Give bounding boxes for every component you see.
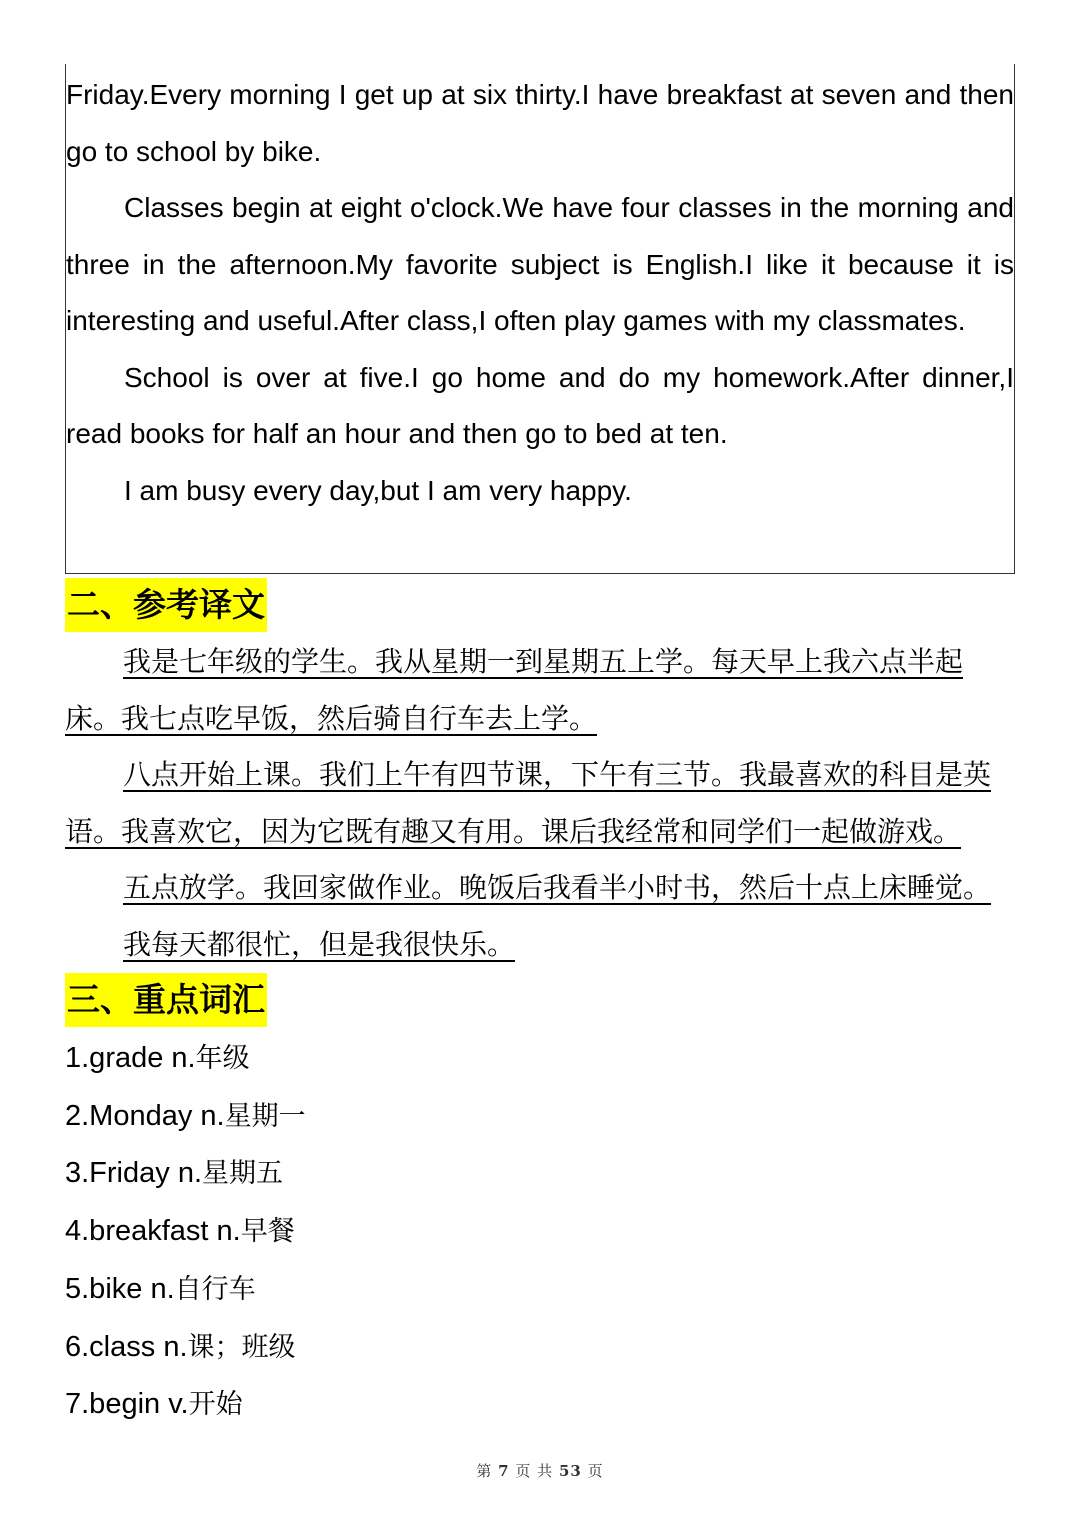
- vocab-item: 7.begin v.开始: [65, 1388, 243, 1421]
- vocab-item: 6.class n.课；班级: [65, 1330, 296, 1363]
- passage-paragraph-3: School is over at five.I go home and do my homework.After dinner,I read books for half an hour and then go to bed at ten.: [66, 361, 1014, 449]
- vocabulary-list: [65, 1030, 306, 1434]
- vocab-item: 5.bike n.自行车: [65, 1272, 256, 1305]
- translation-paragraph-3: 五点放学。我回家做作业。晚饭后我看半小时书，然后十点上床睡觉。: [123, 871, 992, 904]
- chinese-translation: [65, 634, 1015, 973]
- section-heading-translation: 二、参考译文: [65, 578, 267, 632]
- passage-paragraph-4: I am busy every day,but I am very happy.: [124, 474, 632, 506]
- section-heading-vocabulary: 三、重点词汇: [65, 973, 267, 1027]
- translation-paragraph-1: 我是七年级的学生。我从星期一到星期五上学。每天早上我六点半起床。我七点吃早饭，然后骑自行车去上学。: [65, 645, 964, 735]
- current-page-number: 7: [498, 1462, 510, 1480]
- passage-paragraph-2: Classes begin at eight o'clock.We have four classes in the morning and three in the afternoon.My favorite subject is English.I like it because it is interesting and useful.After class,I often play games with my classmates.: [66, 192, 1014, 336]
- translation-paragraph-4: 我每天都很忙，但是我很快乐。: [123, 927, 516, 961]
- english-passage: [66, 64, 1014, 519]
- vocab-item: 3.Friday n.星期五: [65, 1157, 283, 1190]
- footer-suffix: 页: [587, 1462, 604, 1480]
- page-number-footer: [0, 1460, 1080, 1481]
- english-passage-box: [65, 64, 1015, 574]
- translation-paragraph-2: 八点开始上课。我们上午有四节课，下午有三节。我最喜欢的科目是英语。我喜欢它，因为它既有趣又有用。课后我经常和同学们一起做游戏。: [65, 758, 992, 848]
- footer-middle: 页 共: [515, 1462, 554, 1480]
- footer-prefix: 第: [476, 1462, 493, 1480]
- passage-paragraph-1: Friday.Every morning I get up at six thirty.I have breakfast at seven and then go to school by bike.: [66, 79, 1014, 167]
- vocab-item: 1.grade n.年级: [65, 1042, 250, 1074]
- vocab-item: 2.Monday n.星期一: [65, 1099, 306, 1132]
- vocab-item: 4.breakfast n.早餐: [65, 1215, 295, 1248]
- total-page-number: 53: [558, 1462, 582, 1480]
